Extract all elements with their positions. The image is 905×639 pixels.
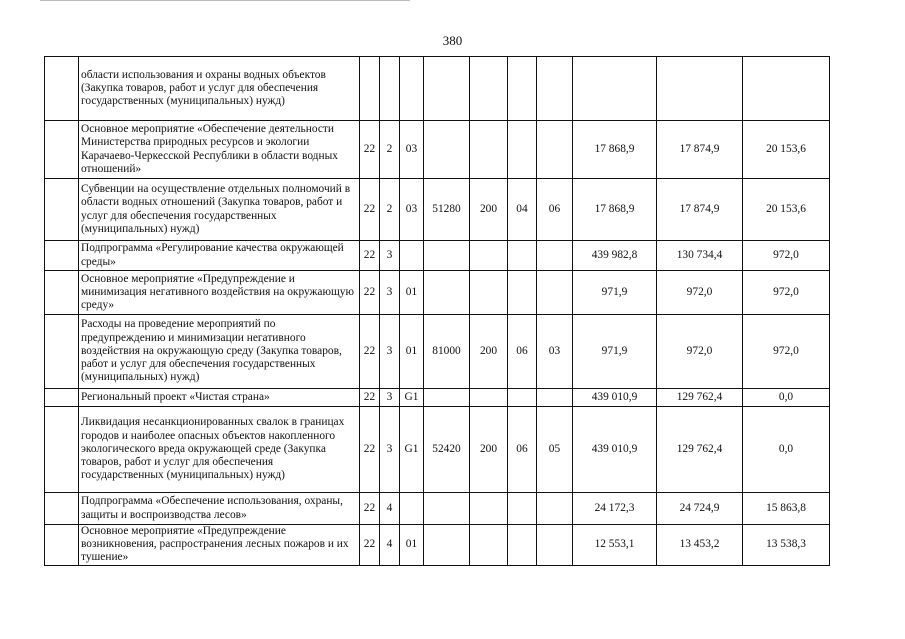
section-cell bbox=[508, 493, 537, 525]
subsection-cell bbox=[537, 389, 573, 407]
sum-year-1-cell: 439 010,9 bbox=[573, 389, 657, 407]
sum-year-1-cell: 17 868,9 bbox=[573, 179, 657, 241]
subsection-cell bbox=[537, 525, 573, 566]
section-cell bbox=[508, 57, 537, 121]
table-row bbox=[45, 241, 830, 271]
subsection-cell: 03 bbox=[537, 315, 573, 389]
subsection-cell bbox=[537, 493, 573, 525]
row-number-cell bbox=[45, 57, 79, 121]
direction-code-cell: 51280 bbox=[424, 179, 470, 241]
table-row bbox=[45, 493, 830, 525]
table-row bbox=[45, 179, 830, 241]
sum-year-3-cell: 0,0 bbox=[743, 407, 830, 493]
sum-year-1-cell: 971,9 bbox=[573, 271, 657, 315]
table-row bbox=[45, 57, 830, 121]
row-number-cell bbox=[45, 525, 79, 566]
subsection-cell bbox=[537, 241, 573, 271]
program-code-cell: 22 bbox=[360, 241, 380, 271]
sum-year-1-cell: 971,9 bbox=[573, 315, 657, 389]
section-cell bbox=[508, 389, 537, 407]
budget-table bbox=[44, 56, 830, 566]
program-code-cell: 22 bbox=[360, 493, 380, 525]
event-code-cell: 01 bbox=[400, 271, 424, 315]
sum-year-1-cell: 439 982,8 bbox=[573, 241, 657, 271]
expense-type-cell bbox=[470, 389, 508, 407]
program-code-cell: 22 bbox=[360, 525, 380, 566]
subprogram-code-cell: 3 bbox=[380, 315, 400, 389]
subprogram-code-cell: 3 bbox=[380, 271, 400, 315]
row-number-cell bbox=[45, 493, 79, 525]
program-code-cell: 22 bbox=[360, 315, 380, 389]
direction-code-cell: 81000 bbox=[424, 315, 470, 389]
expense-type-cell: 200 bbox=[470, 179, 508, 241]
event-code-cell: 01 bbox=[400, 525, 424, 566]
section-cell: 06 bbox=[508, 407, 537, 493]
subsection-cell: 06 bbox=[537, 179, 573, 241]
scan-edge-line bbox=[40, 0, 410, 2]
section-cell bbox=[508, 525, 537, 566]
row-number-cell bbox=[45, 407, 79, 493]
subsection-cell bbox=[537, 121, 573, 179]
expense-type-cell bbox=[470, 241, 508, 271]
table-row bbox=[45, 315, 830, 389]
subsection-cell bbox=[537, 271, 573, 315]
sum-year-2-cell: 129 762,4 bbox=[657, 389, 743, 407]
row-name-cell: области использования и охраны водных объектов (Закупка товаров, работ и услуг для обеспечения государственных (муниципальных) нужд) bbox=[79, 57, 360, 121]
row-name-cell: Региональный проект «Чистая страна» bbox=[79, 389, 360, 407]
sum-year-1-cell: 17 868,9 bbox=[573, 121, 657, 179]
table-row bbox=[45, 525, 830, 566]
sum-year-3-cell: 972,0 bbox=[743, 315, 830, 389]
expense-type-cell bbox=[470, 525, 508, 566]
sum-year-2-cell: 17 874,9 bbox=[657, 179, 743, 241]
sum-year-3-cell: 972,0 bbox=[743, 241, 830, 271]
sum-year-2-cell: 972,0 bbox=[657, 315, 743, 389]
subprogram-code-cell: 3 bbox=[380, 389, 400, 407]
sum-year-3-cell: 13 538,3 bbox=[743, 525, 830, 566]
expense-type-cell bbox=[470, 493, 508, 525]
sum-year-2-cell: 130 734,4 bbox=[657, 241, 743, 271]
subsection-cell bbox=[537, 57, 573, 121]
event-code-cell: 03 bbox=[400, 121, 424, 179]
sum-year-3-cell: 15 863,8 bbox=[743, 493, 830, 525]
row-number-cell bbox=[45, 241, 79, 271]
program-code-cell: 22 bbox=[360, 271, 380, 315]
program-code-cell: 22 bbox=[360, 407, 380, 493]
row-name-cell: Основное мероприятие «Обеспечение деятельности Министерства природных ресурсов и экологии Карачаево-Черкесской Республики в области водных отношений» bbox=[79, 121, 360, 179]
row-name-cell: Подпрограмма «Регулирование качества окружающей среды» bbox=[79, 241, 360, 271]
table-row bbox=[45, 121, 830, 179]
program-code-cell: 22 bbox=[360, 179, 380, 241]
direction-code-cell bbox=[424, 241, 470, 271]
sum-year-2-cell: 17 874,9 bbox=[657, 121, 743, 179]
sum-year-3-cell bbox=[743, 57, 830, 121]
table-row bbox=[45, 407, 830, 493]
event-code-cell: G1 bbox=[400, 407, 424, 493]
section-cell bbox=[508, 121, 537, 179]
sum-year-3-cell: 972,0 bbox=[743, 271, 830, 315]
sum-year-2-cell: 13 453,2 bbox=[657, 525, 743, 566]
direction-code-cell bbox=[424, 121, 470, 179]
expense-type-cell bbox=[470, 271, 508, 315]
subprogram-code-cell: 2 bbox=[380, 179, 400, 241]
sum-year-1-cell: 439 010,9 bbox=[573, 407, 657, 493]
event-code-cell: 01 bbox=[400, 315, 424, 389]
subprogram-code-cell: 2 bbox=[380, 121, 400, 179]
sum-year-2-cell: 24 724,9 bbox=[657, 493, 743, 525]
direction-code-cell bbox=[424, 271, 470, 315]
program-code-cell bbox=[360, 57, 380, 121]
event-code-cell: 03 bbox=[400, 179, 424, 241]
row-number-cell bbox=[45, 179, 79, 241]
direction-code-cell bbox=[424, 525, 470, 566]
direction-code-cell bbox=[424, 493, 470, 525]
event-code-cell bbox=[400, 493, 424, 525]
row-number-cell bbox=[45, 271, 79, 315]
subprogram-code-cell: 3 bbox=[380, 241, 400, 271]
sum-year-3-cell: 20 153,6 bbox=[743, 121, 830, 179]
sum-year-1-cell bbox=[573, 57, 657, 121]
sum-year-2-cell bbox=[657, 57, 743, 121]
sum-year-2-cell: 972,0 bbox=[657, 271, 743, 315]
expense-type-cell: 200 bbox=[470, 407, 508, 493]
direction-code-cell: 52420 bbox=[424, 407, 470, 493]
table-row bbox=[45, 389, 830, 407]
subprogram-code-cell: 4 bbox=[380, 493, 400, 525]
section-cell: 06 bbox=[508, 315, 537, 389]
row-name-cell: Ликвидация несанкционированных свалок в границах городов и наиболее опасных объектов накопленного экологического вреда окружающей среде (Закупка товаров, работ и услуг для обеспечения государственных (муниципальных) нужд) bbox=[79, 407, 360, 493]
sum-year-2-cell: 129 762,4 bbox=[657, 407, 743, 493]
program-code-cell: 22 bbox=[360, 121, 380, 179]
row-name-cell: Подпрограмма «Обеспечение использования, охраны, защиты и воспроизводства лесов» bbox=[79, 493, 360, 525]
event-code-cell: G1 bbox=[400, 389, 424, 407]
subprogram-code-cell bbox=[380, 57, 400, 121]
sum-year-3-cell: 0,0 bbox=[743, 389, 830, 407]
expense-type-cell bbox=[470, 121, 508, 179]
row-name-cell: Субвенции на осуществление отдельных полномочий в области водных отношений (Закупка товаров, работ и услуг для обеспечения государственных (муниципальных) нужд) bbox=[79, 179, 360, 241]
sum-year-1-cell: 12 553,1 bbox=[573, 525, 657, 566]
section-cell bbox=[508, 241, 537, 271]
subprogram-code-cell: 4 bbox=[380, 525, 400, 566]
event-code-cell bbox=[400, 241, 424, 271]
table-row bbox=[45, 271, 830, 315]
direction-code-cell bbox=[424, 389, 470, 407]
expense-type-cell bbox=[470, 57, 508, 121]
row-number-cell bbox=[45, 315, 79, 389]
page-number: 380 bbox=[442, 33, 463, 48]
expense-type-cell: 200 bbox=[470, 315, 508, 389]
direction-code-cell bbox=[424, 57, 470, 121]
event-code-cell bbox=[400, 57, 424, 121]
subsection-cell: 05 bbox=[537, 407, 573, 493]
row-number-cell bbox=[45, 389, 79, 407]
row-name-cell: Расходы на проведение мероприятий по предупреждению и минимизации негативного воздействия на окружающую среду (Закупка товаров, работ и услуг для обеспечения государственных (муниципальных) нужд) bbox=[79, 315, 360, 389]
subprogram-code-cell: 3 bbox=[380, 407, 400, 493]
row-number-cell bbox=[45, 121, 79, 179]
row-name-cell: Основное мероприятие «Предупреждение возникновения, распространения лесных пожаров и их тушение» bbox=[79, 525, 360, 566]
section-cell: 04 bbox=[508, 179, 537, 241]
sum-year-3-cell: 20 153,6 bbox=[743, 179, 830, 241]
row-name-cell: Основное мероприятие «Предупреждение и минимизация негативного воздействия на окружающую среду» bbox=[79, 271, 360, 315]
sum-year-1-cell: 24 172,3 bbox=[573, 493, 657, 525]
section-cell bbox=[508, 271, 537, 315]
program-code-cell: 22 bbox=[360, 389, 380, 407]
